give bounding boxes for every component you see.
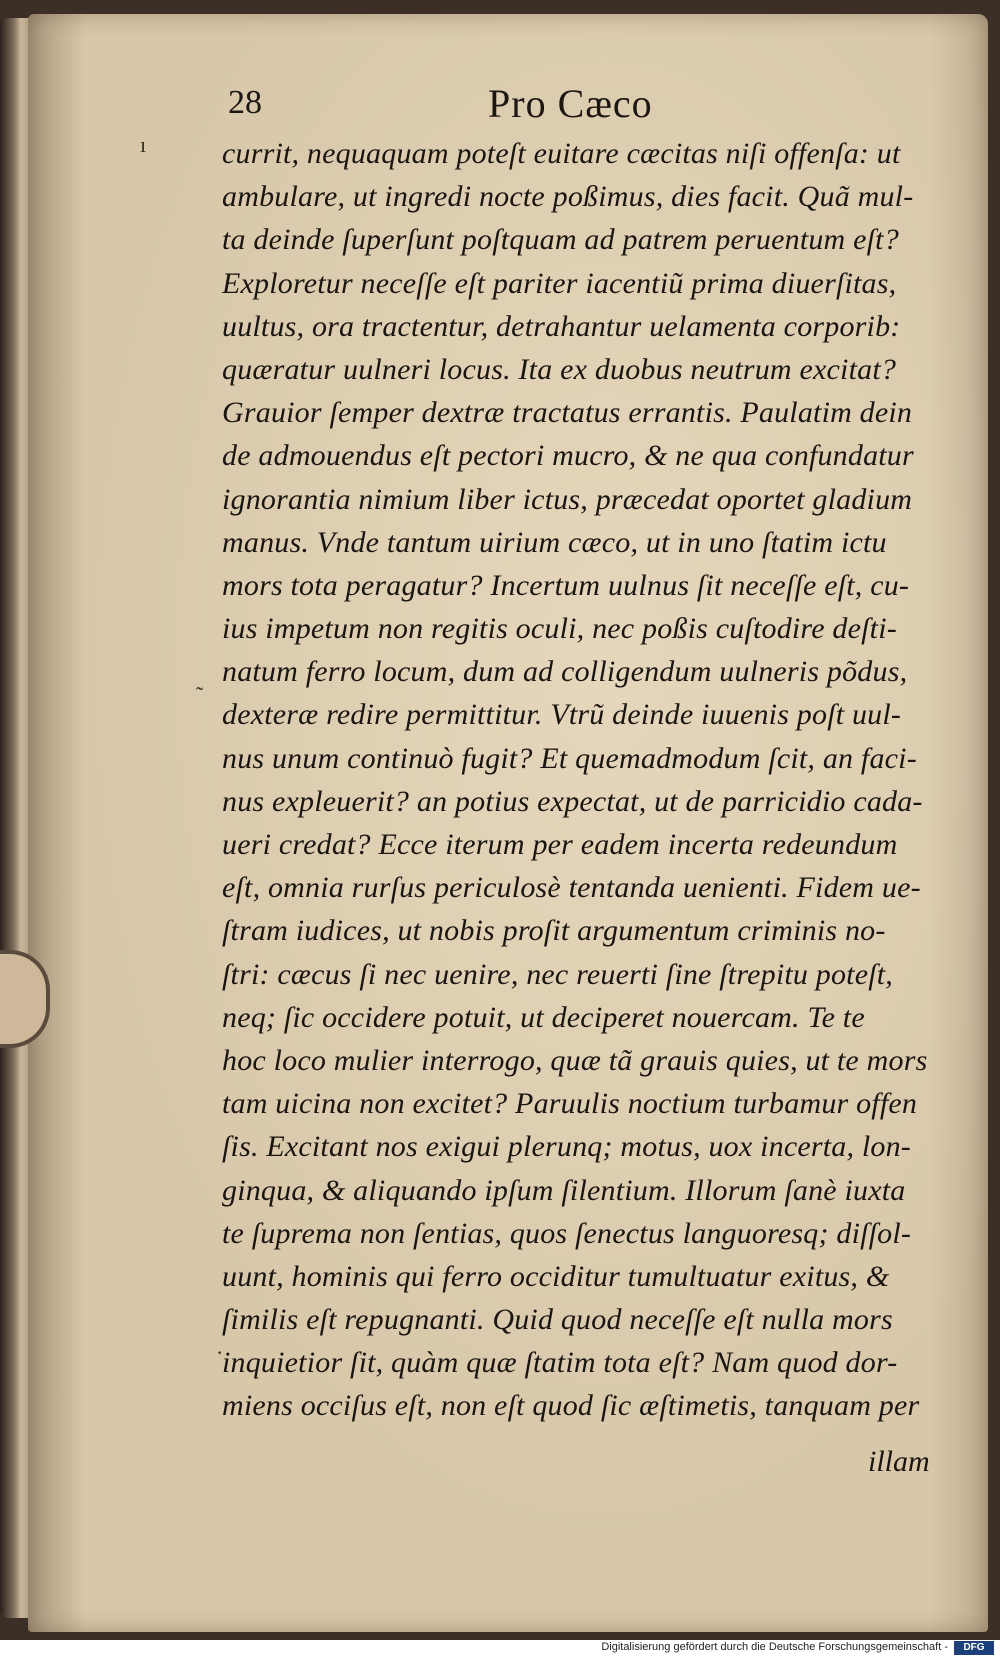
- text-line: quæratur uulneri locus. Ita ex duobus neutrum excitat?: [222, 352, 897, 386]
- catchword: illam: [868, 1445, 930, 1478]
- text-line: ſtri: cæcus ſi nec uenire, nec reuerti ſine ſtrepitu poteſt,: [222, 957, 894, 991]
- digitization-footer: [0, 1640, 1000, 1657]
- text-line: manus. Vnde tantum uirium cæco, ut in uno ſtatim ictu: [222, 525, 887, 559]
- text-line: de admouendus eſt pectori mucro, & ne qua confundatur: [222, 439, 914, 473]
- text-line: inquietior ſit, quàm quæ ſtatim tota eſt? Nam quod dor-: [222, 1346, 898, 1380]
- text-line: nus unum continuò fugit? Et quemadmodum ſcit, an faci-: [222, 741, 917, 775]
- text-line: ginqua, & aliquando ipſum ſilentium. Illorum ſanè iuxta: [222, 1173, 906, 1207]
- text-line: uunt, hominis qui ferro occiditur tumultuatur exitus, &: [222, 1259, 890, 1293]
- text-line: ſtram iudices, ut nobis proſit argumentum criminis no-: [222, 914, 886, 948]
- text-line: Exploretur neceſſe eſt pariter iacentiũ prima diuerſitas,: [222, 266, 897, 300]
- text-line: ueri credat? Ecce iterum per eadem incerta redeundum: [222, 828, 898, 861]
- text-line: Grauior ſemper dextræ tractatus errantis. Paulatim dein: [222, 396, 913, 430]
- text-line: ta deinde ſuperſunt poſtquam ad patrem peruentum eſt?: [222, 223, 899, 257]
- text-line: ſis. Excitant nos exigui plerunq; motus, uox incerta, lon-: [222, 1130, 911, 1164]
- margin-mark: ˜: [196, 682, 204, 707]
- text-line: ſimilis eſt repugnanti. Quid quod neceſſe eſt nulla mors: [222, 1303, 893, 1337]
- footer-credit: Digitalisierung gefördert durch die Deutsche Forschungsgemeinschaft -: [601, 1641, 948, 1653]
- text-line: ambulare, ut ingredi nocte poßimus, dies facit. Quã mul-: [222, 180, 914, 214]
- margin-mark: ı: [140, 132, 147, 157]
- margin-mark: ·: [216, 1340, 224, 1365]
- running-title: Pro Cæco: [488, 81, 653, 126]
- dfg-logo: DFG: [954, 1641, 994, 1655]
- text-line: dexteræ redire permittitur. Vtrũ deinde iuuenis poſt uul-: [222, 698, 902, 732]
- text-line: te ſuprema non ſentias, quos ſenectus languoresq; diſſol-: [222, 1216, 912, 1250]
- text-line: ius impetum non regitis oculi, nec poßis cuſtodire deſti-: [222, 612, 897, 646]
- text-line: uultus, ora tractentur, detrahantur uelamenta corporib:: [222, 309, 901, 343]
- text-line: natum ferro locum, dum ad colligendum uulneris põdus,: [222, 655, 908, 689]
- page-number: 28: [228, 84, 262, 121]
- text-line: ignorantia nimium liber ictus, præcedat oportet gladium: [222, 482, 913, 516]
- text-line: hoc loco mulier interrogo, quæ tã grauis quies, ut te mors: [222, 1043, 928, 1077]
- page-header: [0, 81, 1000, 134]
- body-text: [222, 132, 962, 1428]
- text-line: miens occiſus eſt, non eſt quod ſic æſtimetis, tanquam per: [222, 1389, 920, 1423]
- book-spine-edge: [0, 18, 30, 1618]
- text-line: nus expleuerit? an potius expectat, ut de parricidio cada-: [222, 784, 923, 818]
- text-line: neq; ſic occidere potuit, ut deciperet nouercam. Te te: [222, 1000, 865, 1034]
- text-line: eſt, omnia rurſus periculosè tentanda uenienti. Fidem ue-: [222, 871, 921, 905]
- text-line: mors tota peragatur? Incertum uulnus ſit neceſſe eſt, cu-: [222, 568, 910, 602]
- text-line: currit, nequaquam poteſt euitare cæcitas niſi offenſa: ut: [222, 137, 901, 170]
- text-line: tam uicina non excitet? Paruulis noctium turbamur offen: [222, 1087, 918, 1121]
